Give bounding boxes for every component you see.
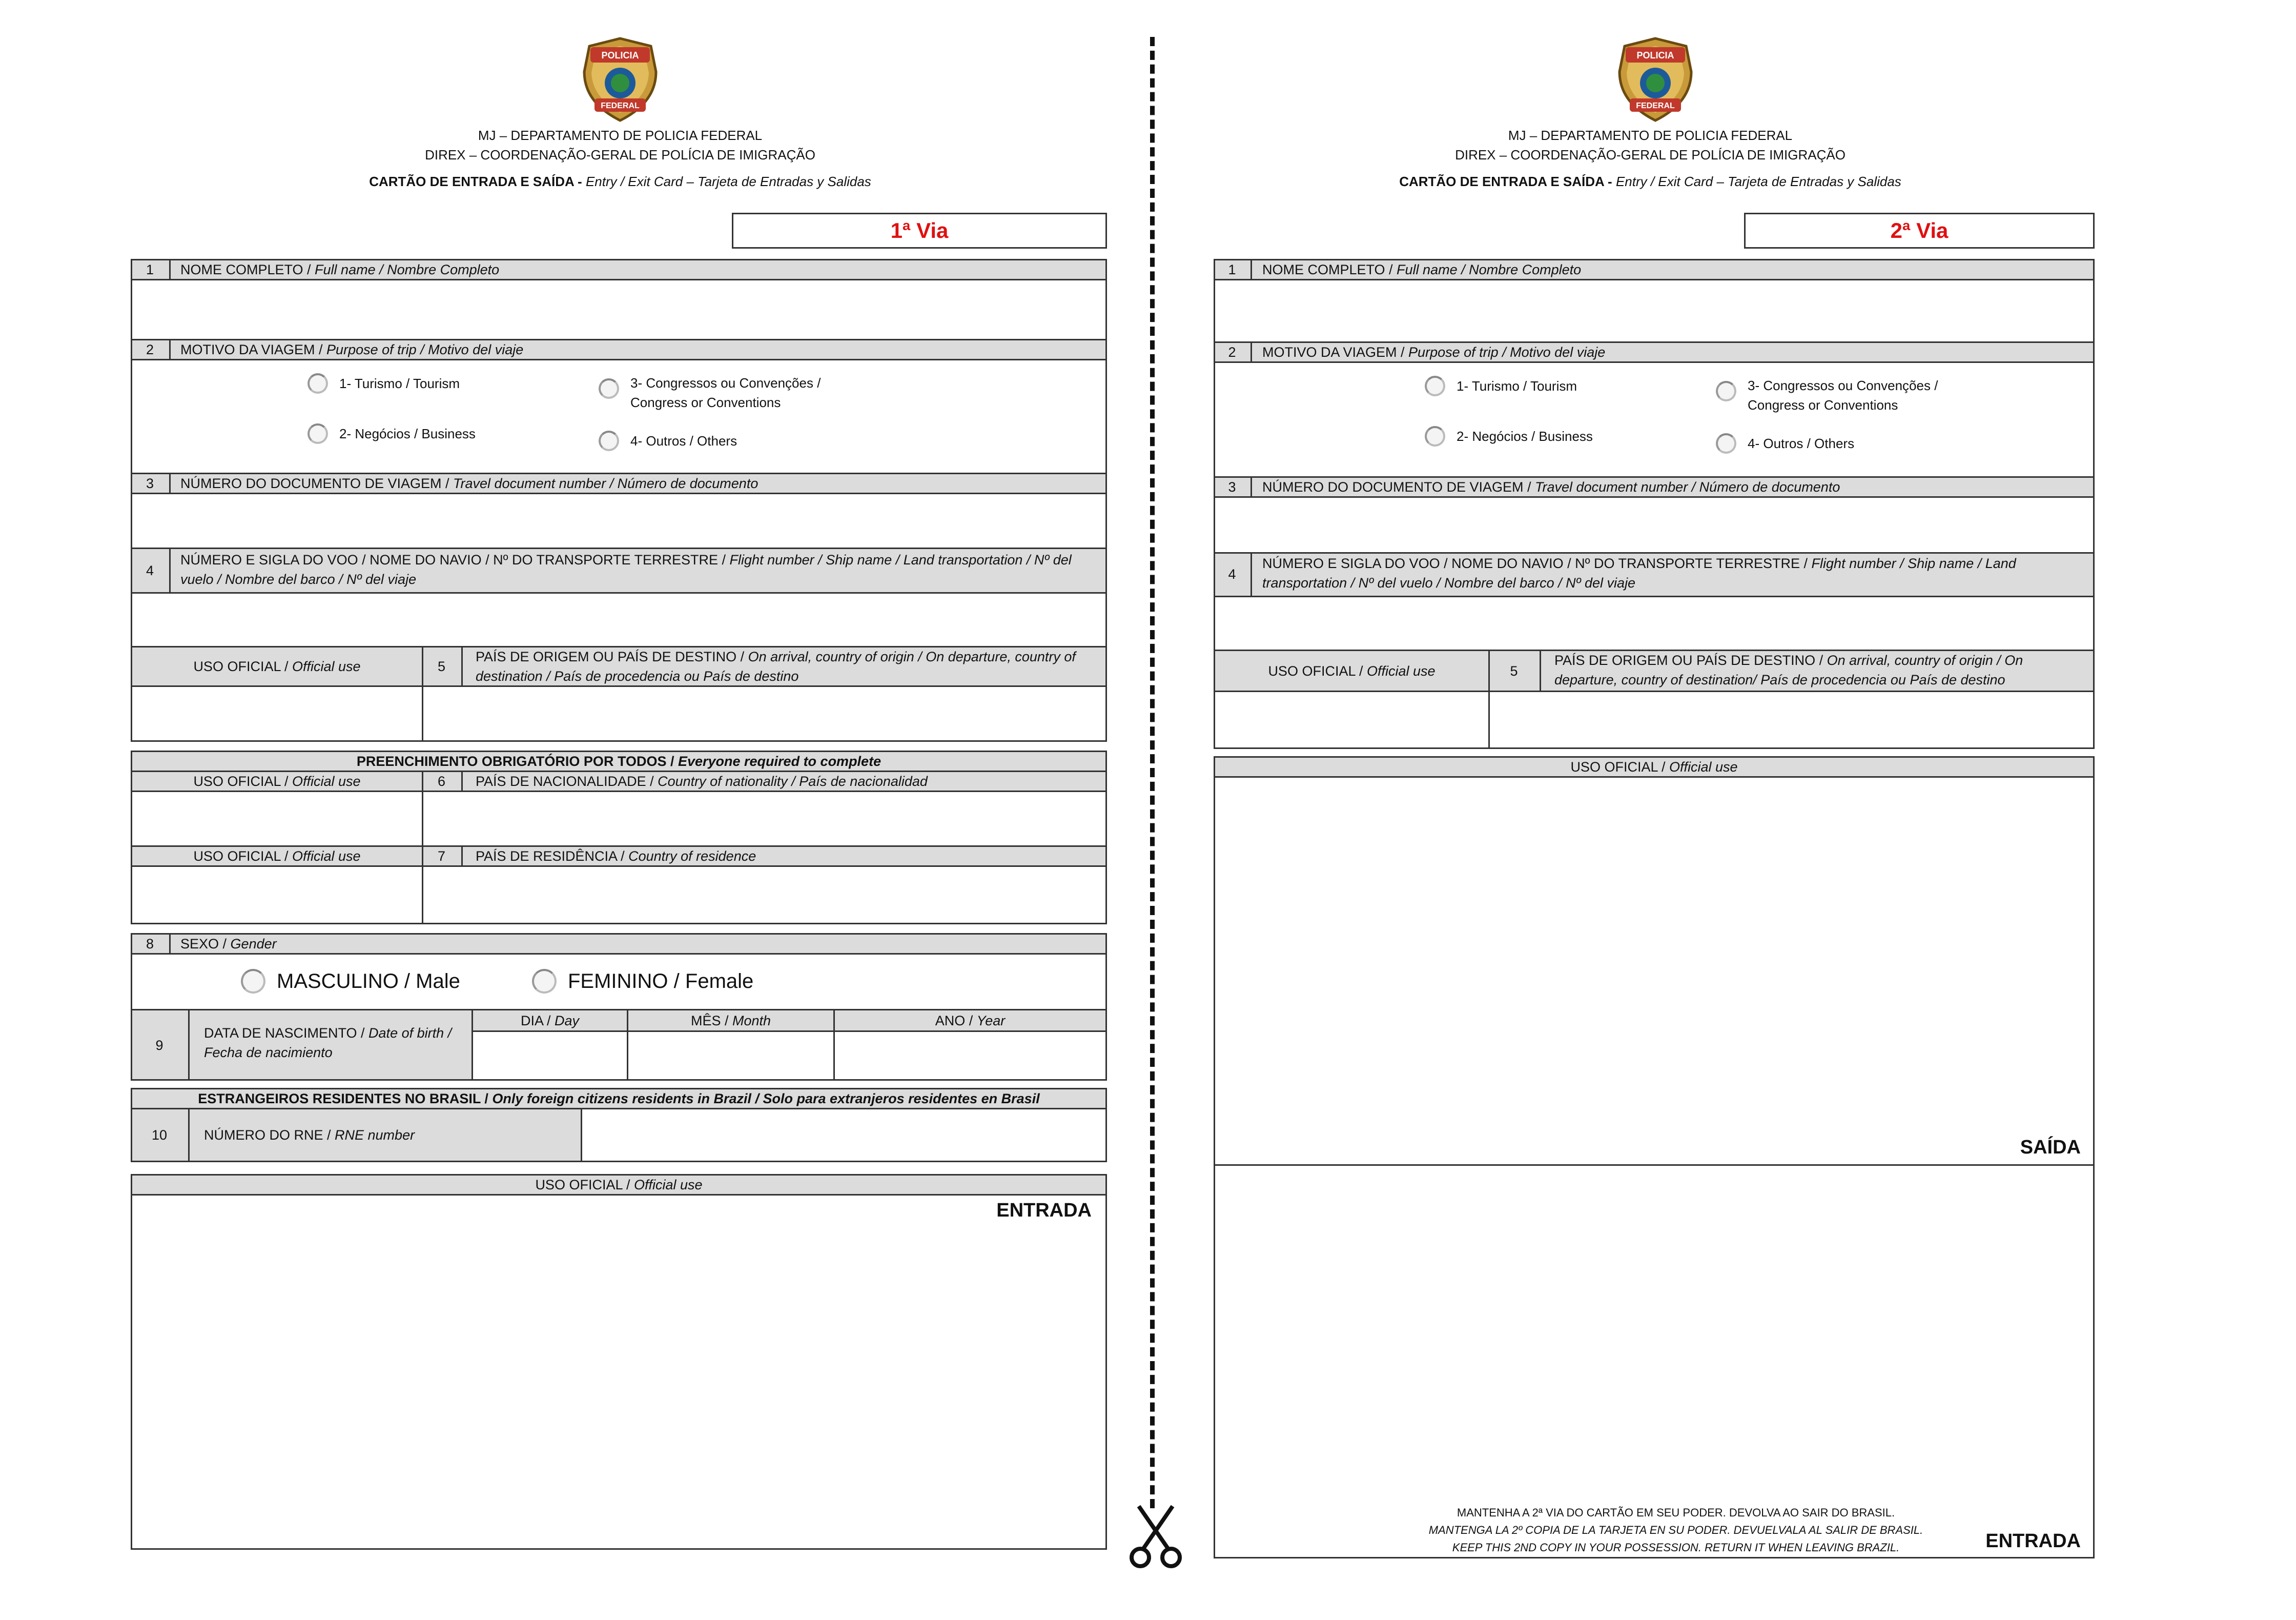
residence-input[interactable] xyxy=(422,865,1107,924)
svg-text:POLICIA: POLICIA xyxy=(1636,50,1674,60)
field-number: 5 xyxy=(1510,663,1518,679)
field-2-label: MOTIVO DA VIAGEM / Purpose of trip / Motivo del viaje xyxy=(1262,345,1606,360)
header-title: CARTÃO DE ENTRADA E SAÍDA - Entry / Exit Card – Tarjeta de Entradas y Salidas xyxy=(369,174,871,189)
field-number: 4 xyxy=(1228,566,1236,582)
scissors-icon xyxy=(1128,1502,1184,1569)
field-3-label: NÚMERO DO DOCUMENTO DE VIAGEM / Travel document number / Número de documento xyxy=(1262,479,1840,495)
option-business[interactable]: 2- Negócios / Business xyxy=(1425,426,1593,447)
radio-icon[interactable] xyxy=(599,378,619,399)
full-name-input[interactable] xyxy=(1214,279,2095,343)
radio-icon[interactable] xyxy=(1716,381,1736,401)
option-business[interactable]: 2- Negócios / Business xyxy=(308,423,476,444)
field-number: 1 xyxy=(146,262,154,277)
field-number: 3 xyxy=(1228,479,1236,495)
policia-federal-seal xyxy=(1614,36,1696,123)
radio-icon[interactable] xyxy=(241,969,265,994)
document-number-input[interactable] xyxy=(1214,496,2095,554)
official-use-box xyxy=(131,685,423,742)
official-use-label: USO OFICIAL / Official use xyxy=(1570,759,1738,775)
official-use-label: USO OFICIAL / Official use xyxy=(193,659,361,674)
svg-text:POLICIA: POLICIA xyxy=(601,50,639,60)
origin-country-input[interactable] xyxy=(422,685,1107,742)
origin-country-input[interactable] xyxy=(1488,691,2095,749)
field-number: 9 xyxy=(155,1038,163,1053)
field-8-label: SEXO / Gender xyxy=(180,936,277,951)
field-1-label: NOME COMPLETO / Full name / Nombre Completo xyxy=(180,262,500,277)
official-use-label: USO OFICIAL / Official use xyxy=(193,848,361,864)
possession-note xyxy=(1343,1504,2009,1556)
radio-icon[interactable] xyxy=(599,431,619,451)
official-use-area xyxy=(131,1194,1107,1550)
option-others[interactable]: 4- Outros / Others xyxy=(599,431,737,451)
option-tourism[interactable]: 1- Turismo / Tourism xyxy=(1425,376,1577,396)
saida-label: SAÍDA xyxy=(2020,1137,2081,1158)
official-use-label: USO OFICIAL / Official use xyxy=(535,1177,703,1192)
official-use-box xyxy=(1214,691,1490,749)
official-use-box xyxy=(131,791,423,847)
field-number: 4 xyxy=(146,563,154,578)
trip-purpose-area xyxy=(1214,361,2095,478)
field-number: 6 xyxy=(437,774,446,789)
svg-text:FEDERAL: FEDERAL xyxy=(1636,102,1675,110)
field-8-header xyxy=(131,933,1107,955)
radio-icon[interactable] xyxy=(308,373,328,394)
option-female[interactable]: FEMININO / Female xyxy=(532,969,753,994)
field-number: 2 xyxy=(146,342,154,357)
policia-federal-seal xyxy=(579,36,661,123)
flight-number-input[interactable] xyxy=(1214,596,2095,651)
foreign-residents-label: ESTRANGEIROS RESIDENTES NO BRASIL / Only foreign citizens residents in Brazil / Solo para extranjeros residentes en Brasil xyxy=(198,1091,1040,1106)
nationality-input[interactable] xyxy=(422,791,1107,847)
official-use-label: USO OFICIAL / Official use xyxy=(193,774,361,789)
form-header-right xyxy=(1338,126,1963,191)
note-line-en: KEEP THIS 2ND COPY IN YOUR POSSESSION. RETURN IT WHEN LEAVING BRAZIL. xyxy=(1452,1541,1900,1554)
via-label: 1ª Via xyxy=(732,213,1107,249)
field-number: 2 xyxy=(1228,345,1236,360)
official-use-area-exit xyxy=(1214,776,2095,1166)
option-others[interactable]: 4- Outros / Others xyxy=(1716,433,1854,454)
radio-icon[interactable] xyxy=(1425,426,1445,447)
radio-icon[interactable] xyxy=(1716,433,1736,454)
birth-year-input[interactable] xyxy=(833,1030,1107,1081)
header-title: CARTÃO DE ENTRADA E SAÍDA - Entry / Exit Card – Tarjeta de Entradas y Salidas xyxy=(1399,174,1901,189)
option-tourism[interactable]: 1- Turismo / Tourism xyxy=(308,373,460,394)
field-number: 1 xyxy=(1228,262,1236,277)
field-6-label: PAÍS DE NACIONALIDADE / Country of nationality / País de nacionalidad xyxy=(476,774,928,789)
radio-icon[interactable] xyxy=(532,969,557,994)
option-congress[interactable]: 3- Congressos ou Convenções / Congress or Conventions xyxy=(599,373,821,412)
official-use-box xyxy=(131,865,423,924)
field-10-label: NÚMERO DO RNE / RNE number xyxy=(204,1127,415,1143)
birth-day-input[interactable] xyxy=(471,1030,628,1081)
field-number: 3 xyxy=(146,476,154,491)
header-line2: DIREX – COORDENAÇÃO-GERAL DE POLÍCIA DE IMIGRAÇÃO xyxy=(1455,147,1846,163)
radio-icon[interactable] xyxy=(1425,376,1445,396)
month-label: MÊS / Month xyxy=(690,1013,771,1028)
birth-month-input[interactable] xyxy=(627,1030,835,1081)
svg-text:FEDERAL: FEDERAL xyxy=(601,102,640,110)
note-line-pt: MANTENHA A 2ª VIA DO CARTÃO EM SEU PODER. DEVOLVA AO SAIR DO BRASIL. xyxy=(1457,1506,1895,1519)
field-number: 7 xyxy=(437,848,446,864)
option-congress[interactable]: 3- Congressos ou Convenções / Congress or Conventions xyxy=(1716,376,1938,415)
header-line2: DIREX – COORDENAÇÃO-GERAL DE POLÍCIA DE IMIGRAÇÃO xyxy=(425,147,815,163)
field-3-label: NÚMERO DO DOCUMENTO DE VIAGEM / Travel document number / Número de documento xyxy=(180,476,758,491)
field-4-label: NÚMERO E SIGLA DO VOO / NOME DO NAVIO / Nº DO TRANSPORTE TERRESTRE / Flight number / Ship name / Land transportation / Nº del vuelo / Nombre del barco / Nº del viaje xyxy=(1262,556,2016,591)
full-name-input[interactable] xyxy=(131,279,1107,340)
header-line1: MJ – DEPARTAMENTO DE POLICIA FEDERAL xyxy=(478,128,763,143)
radio-icon[interactable] xyxy=(308,423,328,444)
field-2-label: MOTIVO DA VIAGEM / Purpose of trip / Motivo del viaje xyxy=(180,342,524,357)
entrada-label: ENTRADA xyxy=(996,1200,1092,1221)
day-label: DIA / Day xyxy=(520,1013,580,1028)
mandatory-label: PREENCHIMENTO OBRIGATÓRIO POR TODOS / Everyone required to complete xyxy=(356,754,881,769)
field-number: 10 xyxy=(151,1127,168,1143)
official-use-area-entry xyxy=(1214,1164,2095,1558)
note-line-es: MANTENGA LA 2º COPIA DE LA TARJETA EN SU PODER. DEVUELVALA AL SALIR DE BRASIL. xyxy=(1428,1524,1923,1536)
field-7-label: PAÍS DE RESIDÊNCIA / Country of residence xyxy=(476,848,756,864)
via-label: 2ª Via xyxy=(1744,213,2095,249)
field-5-label: PAÍS DE ORIGEM OU PAÍS DE DESTINO / On arrival, country of origin / On departure, country of destination/ País de procedencia ou País de destino xyxy=(1554,653,2023,687)
flight-number-input[interactable] xyxy=(131,592,1107,647)
official-use-label: USO OFICIAL / Official use xyxy=(1268,663,1436,679)
rne-number-input[interactable] xyxy=(581,1108,1107,1162)
field-9-label: DATA DE NASCIMENTO / Date of birth / Fecha de nacimiento xyxy=(204,1025,452,1060)
form-header-left xyxy=(308,126,933,191)
field-number: 5 xyxy=(437,659,446,674)
option-male[interactable]: MASCULINO / Male xyxy=(241,969,460,994)
cut-line xyxy=(1150,37,1155,1508)
header-line1: MJ – DEPARTAMENTO DE POLICIA FEDERAL xyxy=(1508,128,1793,143)
field-5-label: PAÍS DE ORIGEM OU PAÍS DE DESTINO / On arrival, country of origin / On departure, country of destination / País de procedencia ou País de destino xyxy=(476,649,1076,684)
field-1-label: NOME COMPLETO / Full name / Nombre Completo xyxy=(1262,262,1582,277)
entrada-label: ENTRADA xyxy=(1985,1530,2081,1552)
field-4-label: NÚMERO E SIGLA DO VOO / NOME DO NAVIO / Nº DO TRANSPORTE TERRESTRE / Flight number / Ship name / Land transportation / Nº del vuelo / Nombre del barco / Nº del viaje xyxy=(180,552,1072,587)
document-number-input[interactable] xyxy=(131,493,1107,549)
year-label: ANO / Year xyxy=(935,1013,1006,1028)
field-number: 8 xyxy=(146,936,154,951)
